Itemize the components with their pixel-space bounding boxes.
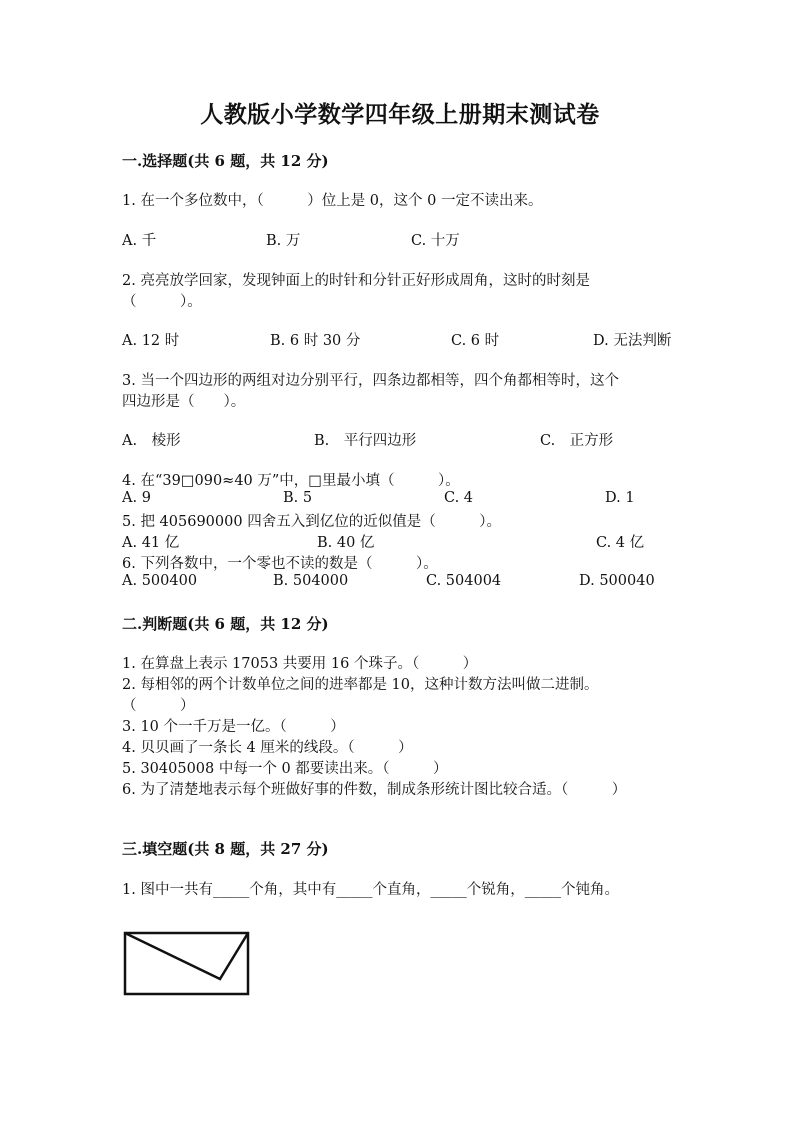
choice-q2-option-a: A. 12 时 [122, 333, 180, 349]
judgement-q6: 6. 为了清楚地表示每个班做好事的件数，制成条形统计图比较合适。（ ） [122, 782, 627, 798]
choice-q4-option-b: B. 5 [283, 490, 313, 506]
choice-q4: 4. 在“39□090≈40 万”中，□里最小填（ ）。 [122, 473, 460, 489]
choice-q4-option-a: A. 9 [122, 490, 151, 506]
section-heading-fill-in: 三.填空题(共 8 题，共 27 分) [122, 840, 329, 858]
choice-q6-option-a: A. 500400 [122, 573, 198, 589]
judgement-q5: 5. 30405008 中每一个 0 都要读出来。（ ） [122, 761, 448, 777]
page-title: 人教版小学数学四年级上册期末测试卷 [200, 101, 600, 128]
judgement-q1: 1. 在算盘上表示 17053 共要用 16 个珠子。（ ） [122, 656, 478, 672]
choice-q2-option-d: D. 无法判断 [593, 333, 672, 349]
choice-q2-line2: （ ）。 [122, 294, 202, 310]
envelope-angle-figure [123, 931, 253, 997]
choice-q5-option-b: B. 40 亿 [317, 535, 375, 551]
judgement-q2-line2: （ ） [122, 698, 195, 714]
choice-q1-option-c: C. 十万 [411, 233, 460, 249]
choice-q5-option-c: C. 4 亿 [596, 535, 645, 551]
choice-q1-option-a: A. 千 [122, 233, 157, 249]
choice-q1: 1. 在一个多位数中，（ ）位上是 0，这个 0 一定不读出来。 [122, 193, 543, 209]
fill-in-q1: 1. 图中一共有_____个角，其中有_____个直角，_____个锐角，_____个钝角。 [122, 882, 619, 898]
choice-q6-option-b: B. 504000 [273, 573, 349, 589]
choice-q2-option-b: B. 6 时 30 分 [270, 333, 361, 349]
choice-q4-option-c: C. 4 [444, 490, 474, 506]
judgement-q4: 4. 贝贝画了一条长 4 厘米的线段。（ ） [122, 740, 413, 756]
choice-q3-option-a: A. 棱形 [122, 433, 181, 449]
choice-q3-line2: 四边形是（ ）。 [122, 394, 246, 410]
choice-q6-option-d: D. 500040 [579, 573, 655, 589]
figure-inner-lines [125, 933, 248, 979]
judgement-q3: 3. 10 个一千万是一亿。（ ） [122, 719, 345, 735]
section-heading-judgement: 二.判断题(共 6 题，共 12 分) [122, 615, 329, 633]
choice-q2-line1: 2. 亮亮放学回家，发现钟面上的时针和分针正好形成周角，这时的时刻是 [122, 273, 590, 289]
choice-q3-line1: 3. 当一个四边形的两组对边分别平行，四条边都相等，四个角都相等时，这个 [122, 373, 619, 389]
choice-q6-option-c: C. 504004 [426, 573, 502, 589]
judgement-q2-line1: 2. 每相邻的两个计数单位之间的进率都是 10，这种计数方法叫做二进制。 [122, 677, 599, 693]
section-heading-choice: 一.选择题(共 6 题，共 12 分) [122, 152, 329, 170]
choice-q2-option-c: C. 6 时 [451, 333, 500, 349]
choice-q5-option-a: A. 41 亿 [122, 535, 180, 551]
choice-q4-option-d: D. 1 [605, 490, 635, 506]
choice-q5: 5. 把 405690000 四舍五入到亿位的近似值是（ ）。 [122, 514, 501, 530]
choice-q1-option-b: B. 万 [266, 233, 301, 249]
choice-q3-option-b: B. 平行四边形 [314, 433, 417, 449]
choice-q3-option-c: C. 正方形 [540, 433, 614, 449]
choice-q6: 6. 下列各数中，一个零也不读的数是（ ）。 [122, 556, 438, 572]
